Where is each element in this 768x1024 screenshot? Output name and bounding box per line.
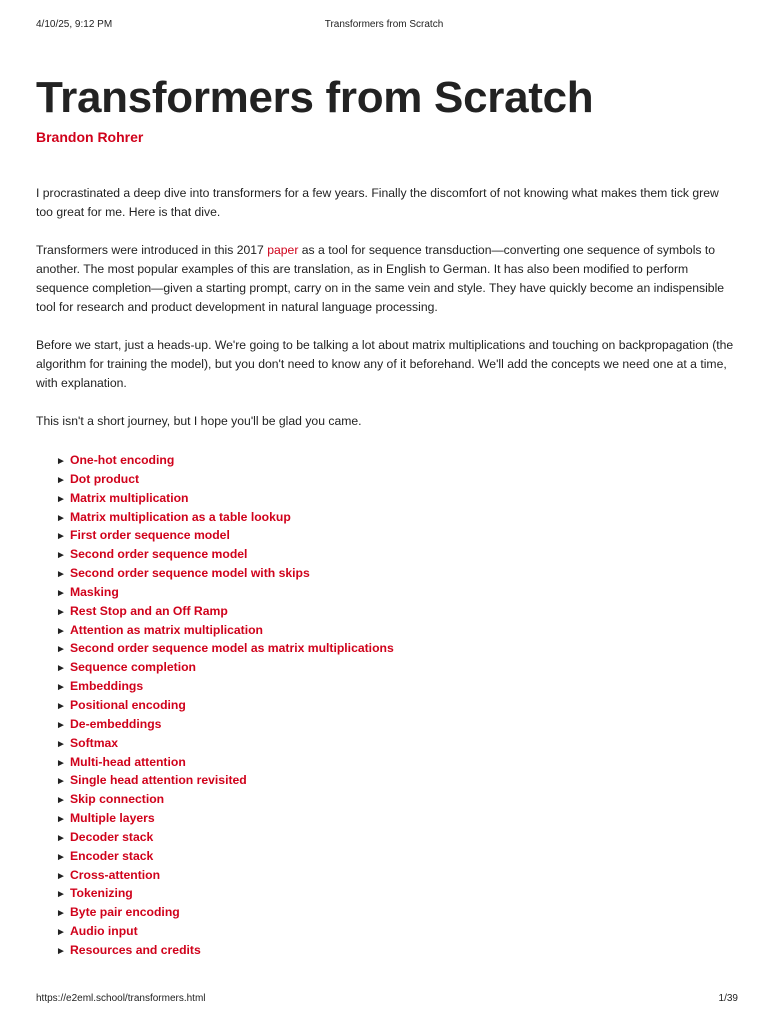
toc-item[interactable]: [56, 526, 736, 545]
toc-item-label[interactable]: Second order sequence model as matrix multiplications: [70, 641, 394, 656]
expand-triangle-icon[interactable]: ►: [56, 474, 66, 486]
toc-item[interactable]: [56, 715, 736, 734]
toc-item[interactable]: [56, 903, 736, 922]
expand-triangle-icon[interactable]: ►: [56, 757, 66, 769]
expand-triangle-icon[interactable]: ►: [56, 663, 66, 675]
toc-item[interactable]: [56, 847, 736, 866]
toc-item[interactable]: [56, 828, 736, 847]
toc-item[interactable]: [56, 696, 736, 715]
toc-item-label[interactable]: Multiple layers: [70, 811, 155, 826]
toc-item[interactable]: [56, 866, 736, 885]
article: [36, 72, 736, 960]
toc-item[interactable]: [56, 602, 736, 621]
expand-triangle-icon[interactable]: ►: [56, 644, 66, 656]
toc-item-label[interactable]: Positional encoding: [70, 697, 186, 712]
toc-item[interactable]: [56, 771, 736, 790]
print-header: [0, 19, 768, 33]
expand-triangle-icon[interactable]: ►: [56, 832, 66, 844]
expand-triangle-icon[interactable]: ►: [56, 851, 66, 863]
toc-item-label[interactable]: Rest Stop and an Off Ramp: [70, 603, 228, 618]
print-url: https://e2eml.school/transformers.html: [36, 993, 206, 1004]
toc-item[interactable]: [56, 583, 736, 602]
toc-item-label[interactable]: Embeddings: [70, 679, 144, 694]
author-link[interactable]: Brandon Rohrer: [36, 129, 144, 145]
toc-item[interactable]: [56, 922, 736, 941]
toc-item-label[interactable]: Second order sequence model: [70, 547, 248, 562]
toc-item[interactable]: [56, 941, 736, 960]
toc-item[interactable]: [56, 489, 736, 508]
expand-triangle-icon[interactable]: ►: [56, 719, 66, 731]
expand-triangle-icon[interactable]: ►: [56, 493, 66, 505]
toc-item-label[interactable]: Encoder stack: [70, 848, 154, 863]
heads-up-paragraph: Before we start, just a heads-up. We're going to be talking a lot about matrix multiplications and touching on backpropagation (the algorithm for training the model), but you don't need to know any of it beforehand. We'll add the concepts we need one at a time, with explanation.: [36, 338, 734, 390]
toc-item-label[interactable]: Skip connection: [70, 792, 165, 807]
toc-item[interactable]: [56, 734, 736, 753]
toc-item-label[interactable]: Audio input: [70, 924, 138, 939]
article-title: Transformers from Scratch: [36, 73, 594, 122]
paper-link[interactable]: paper: [267, 243, 299, 257]
expand-triangle-icon[interactable]: ►: [56, 700, 66, 712]
toc-item-label[interactable]: Dot product: [70, 471, 140, 486]
expand-triangle-icon[interactable]: ►: [56, 927, 66, 939]
toc-item-label[interactable]: Tokenizing: [70, 886, 133, 901]
toc-item[interactable]: [56, 470, 736, 489]
toc-item-label[interactable]: Masking: [70, 584, 119, 599]
expand-triangle-icon[interactable]: ►: [56, 606, 66, 618]
toc-item[interactable]: [56, 658, 736, 677]
print-page-title: Transformers from Scratch: [324, 19, 444, 30]
toc-item[interactable]: [56, 508, 736, 527]
toc-item-label[interactable]: Matrix multiplication as a table lookup: [70, 509, 291, 524]
toc-item-label[interactable]: Sequence completion: [70, 660, 196, 675]
expand-triangle-icon[interactable]: ►: [56, 587, 66, 599]
expand-triangle-icon[interactable]: ►: [56, 569, 66, 581]
toc-item[interactable]: [56, 884, 736, 903]
expand-triangle-icon[interactable]: ►: [56, 682, 66, 694]
expand-triangle-icon[interactable]: ►: [56, 776, 66, 788]
expand-triangle-icon[interactable]: ►: [56, 795, 66, 807]
expand-triangle-icon[interactable]: ►: [56, 889, 66, 901]
toc-item[interactable]: [56, 753, 736, 772]
history-text-before: Transformers were introduced in this 2017: [36, 243, 268, 257]
page-number: 1/39: [718, 993, 738, 1004]
expand-triangle-icon[interactable]: ►: [56, 531, 66, 543]
expand-triangle-icon[interactable]: ►: [56, 870, 66, 882]
toc-item-label[interactable]: Matrix multiplication: [70, 490, 189, 505]
expand-triangle-icon[interactable]: ►: [56, 945, 66, 957]
expand-triangle-icon[interactable]: ►: [56, 550, 66, 562]
print-date: 4/10/25, 9:12 PM: [36, 19, 113, 30]
expand-triangle-icon[interactable]: ►: [56, 908, 66, 920]
expand-triangle-icon[interactable]: ►: [56, 625, 66, 637]
toc-item-label[interactable]: Second order sequence model with skips: [70, 566, 310, 581]
toc-item-label[interactable]: Decoder stack: [70, 829, 154, 844]
toc-item[interactable]: [56, 790, 736, 809]
toc-item[interactable]: [56, 451, 736, 470]
toc-item-label[interactable]: De-embeddings: [70, 716, 162, 731]
toc-item-label[interactable]: First order sequence model: [70, 528, 230, 543]
toc-item-label[interactable]: Byte pair encoding: [70, 905, 180, 920]
toc-item[interactable]: [56, 564, 736, 583]
expand-triangle-icon[interactable]: ►: [56, 738, 66, 750]
intro-paragraph: I procrastinated a deep dive into transformers for a few years. Finally the discomfort of not knowing what makes them tick grew too great for me. Here is that dive.: [36, 186, 719, 219]
history-text-after: as a tool for sequence transduction—converting one sequence of symbols to another. The most popular examples of this are translation, as in English to German. It has also been modified to perform sequence completion—given a starting prompt, carry on in the same vein and style. They have quickly become an indispensible tool for research and product development in natural language processing.: [36, 243, 725, 314]
toc-item-label[interactable]: Multi-head attention: [70, 754, 186, 769]
toc-item-label[interactable]: Cross-attention: [70, 867, 161, 882]
toc-item-label[interactable]: Softmax: [70, 735, 119, 750]
toc-item-label[interactable]: Resources and credits: [70, 942, 201, 957]
expand-triangle-icon[interactable]: ►: [56, 456, 66, 467]
toc-item[interactable]: [56, 809, 736, 828]
toc-item[interactable]: [56, 545, 736, 564]
table-of-contents: [56, 451, 736, 960]
toc-item[interactable]: [56, 677, 736, 696]
history-paragraph: [36, 241, 736, 317]
toc-item[interactable]: [56, 621, 736, 640]
toc-item-label[interactable]: One-hot encoding: [70, 453, 175, 467]
expand-triangle-icon[interactable]: ►: [56, 512, 66, 524]
expand-triangle-icon[interactable]: ►: [56, 814, 66, 826]
toc-item-label[interactable]: Single head attention revisited: [70, 773, 247, 788]
journey-paragraph: This isn't a short journey, but I hope you'll be glad you came.: [36, 414, 362, 428]
toc-item-label[interactable]: Attention as matrix multiplication: [70, 622, 263, 637]
print-footer: [0, 993, 768, 1007]
toc-item[interactable]: [56, 639, 736, 658]
